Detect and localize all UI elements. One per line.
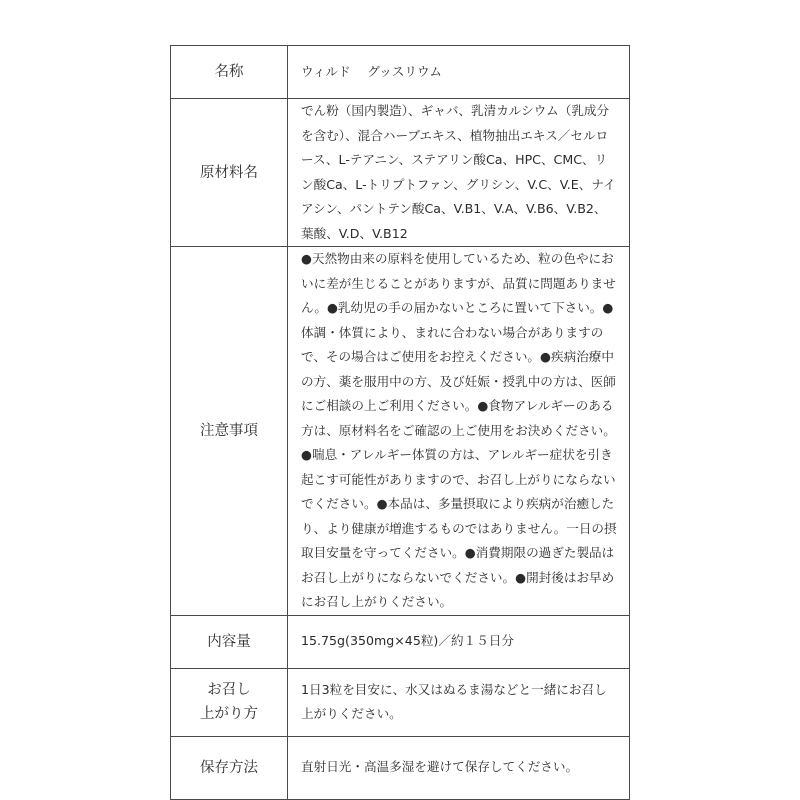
- table-row-storage: [171, 736, 630, 799]
- row-value-usage: [288, 668, 630, 736]
- volume-text: 15.75g(350mg×45粒)／約１５日分: [301, 633, 514, 649]
- row-label-caution: [171, 247, 288, 616]
- row-value-name: [288, 46, 630, 99]
- row-label-storage: [171, 736, 288, 799]
- label-text: 保存方法: [200, 759, 258, 776]
- row-value-caution: [288, 247, 630, 616]
- storage-text: 直射日光・高温多湿を避けて保存してください。: [301, 759, 579, 775]
- row-value-volume: [288, 615, 630, 668]
- ingredients-text: でん粉（国内製造）、ギャバ、乳清カルシウム（乳成分を含む）、混合ハーブエキス、植物抽出エキス／セルロース、L-テアニン、ステアリン酸Ca、HPC、CMC、リン酸Ca、L-トリプトファン、グリシン、V.C、V.E、ナイアシン、パントテン酸Ca、V.B1、V.A、V.B6、V.B2、葉酸、V.D、V.B12: [301, 103, 616, 241]
- row-label-name: [171, 46, 288, 99]
- label-text: 原材料名: [200, 164, 258, 181]
- table-row-name: [171, 46, 630, 99]
- row-label-usage: [171, 668, 288, 736]
- row-label-ingredients: [171, 99, 288, 247]
- table-row-usage: [171, 668, 630, 736]
- table-row-ingredients: [171, 99, 630, 247]
- label-text: 名称: [214, 64, 244, 80]
- row-value-storage: [288, 736, 630, 799]
- caution-text: ●天然物由来の原料を使用しているため、粒の色やにおいに差が生じることがありますが、品質に問題ありません。●乳幼児の手の届かないところに置いて下さい。●体調・体質により、まれに合わない場合がありますので、その場合はご使用をお控えください。●疾病治療中の方、薬を服用中の方、及び妊娠・授乳中の方は、医師にご相談の上ご利用ください。●食物アレルギーのある方は、原材料名をご確認の上ご使用をお決めください。●喘息・アレルギー体質の方は、アレルギー症状を引き起こす可能性がありますので、お召し上がりにならないでください。●本品は、多量摂取により疾病が治癒したり、より健康が増進するものではありません。一日の摂取目安量を守ってください。●消費期限の過ぎた製品はお召し上がりにならないでください。●開封後はお早めにお召し上がりください。: [301, 251, 617, 609]
- table-row-caution: [171, 247, 630, 616]
- table-row-volume: [171, 615, 630, 668]
- product-spec-table: [170, 45, 630, 800]
- label-text-line-1: お召し: [207, 682, 251, 698]
- row-label-volume: [171, 615, 288, 668]
- usage-text: 1日3粒を目安に、水又はぬるま湯などと一緒にお召し上がりください。: [301, 681, 607, 721]
- product-name-text: ウィルド グッスリウム: [301, 63, 443, 79]
- row-value-ingredients: [288, 99, 630, 247]
- label-text-line-2: 上がり方: [200, 706, 258, 722]
- label-text: 注意事項: [200, 422, 258, 439]
- label-text: 内容量: [207, 633, 251, 650]
